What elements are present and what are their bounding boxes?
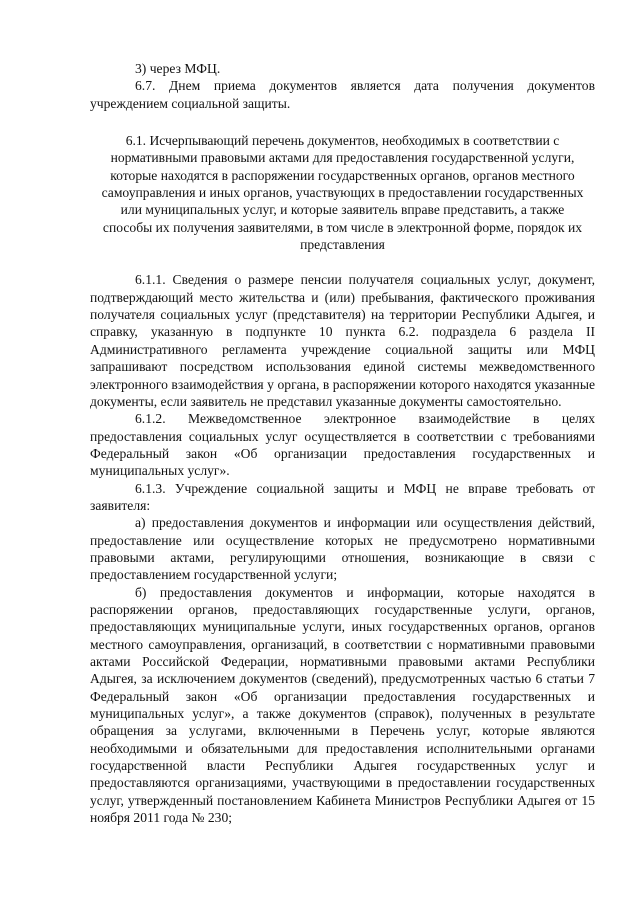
paragraph-6-1-1: 6.1.1. Сведения о размере пенсии получателя социальных услуг, документ, подтверждающий место жительства и (или) пребывания, фактического проживания получателя социальных услуг (представителя) на территории Республики Адыгея, и справку, указанную в подпункте 10 пункта 6.2. подраздела 6 раздела II Административного регламента учреждение социальной защиты или МФЦ запрашивают посредством использования единой системы межведомственного электронного взаимодействия у органа, в распоряжении которого находятся указанные документы, если заявитель не представил указанные документы самостоятельно. [90,272,595,409]
paragraph-item-b: б) предоставления документов и информации, которые находятся в распоряжении органов, предоставляющих государственные услуги, органов, предоставляющих муниципальные услуги, иных государственных органов, органов местного самоуправления, организаций, в соответствии с нормативными правовыми актами Российской Федерации, нормативными правовыми актами Республики Адыгея, за исключением документов (сведений), предусмотренных частью 6 статьи 7 Федеральный закон «Об организации предоставления государственных и муниципальных услуг», а также документов (справок), полученных в результате обращения за услугами, включенными в Перечень услуг, которые являются необходимыми и обязательными для предоставления исполнительными органами государственной власти Республики Адыгея государственных услуг и предоставляются организациями, участвующими в предоставлении государственных услуг, утвержденный постановлением Кабинета Министров Республики Адыгея от 15 ноября 2011 года № 230; [90,584,595,826]
paragraph-6-1-3: 6.1.3. Учреждение социальной защиты и МФЦ не вправе требовать от заявителя: [90,480,595,513]
paragraph-via-mfc: 3) через МФЦ. [135,61,221,76]
document-page [90,60,595,826]
paragraph-item-a: а) предоставления документов и информации или осуществления действий, предоставление или осуществление которых не предусмотрено нормативными правовыми актами, регулирующими отношения, возникающие в связи с предоставлением государственной услуги; [90,515,595,583]
paragraph-6-7: 6.7. Днем приема документов является дата получения документов учреждением социальной защиты. [90,78,595,111]
paragraph-6-1-2: 6.1.2. Межведомственное электронное взаимодействие в целях предоставления социальных услуг осуществляется в соответствии с требованиями Федеральный закон «Об организации предоставления государственных и муниципальных услуг». [90,411,595,479]
section-heading-6-1: 6.1. Исчерпывающий перечень документов, необходимых в соответствии с нормативными правовыми актами для предоставления государственной услуги, которые находятся в распоряжении государственных органов, органов местного самоуправления и иных органов, участвующих в предоставлении государственных или муниципальных услуг, и которые заявитель вправе представить, а также способы их получения заявителями, в том числе в электронной форме, порядок их представления [101,133,584,253]
